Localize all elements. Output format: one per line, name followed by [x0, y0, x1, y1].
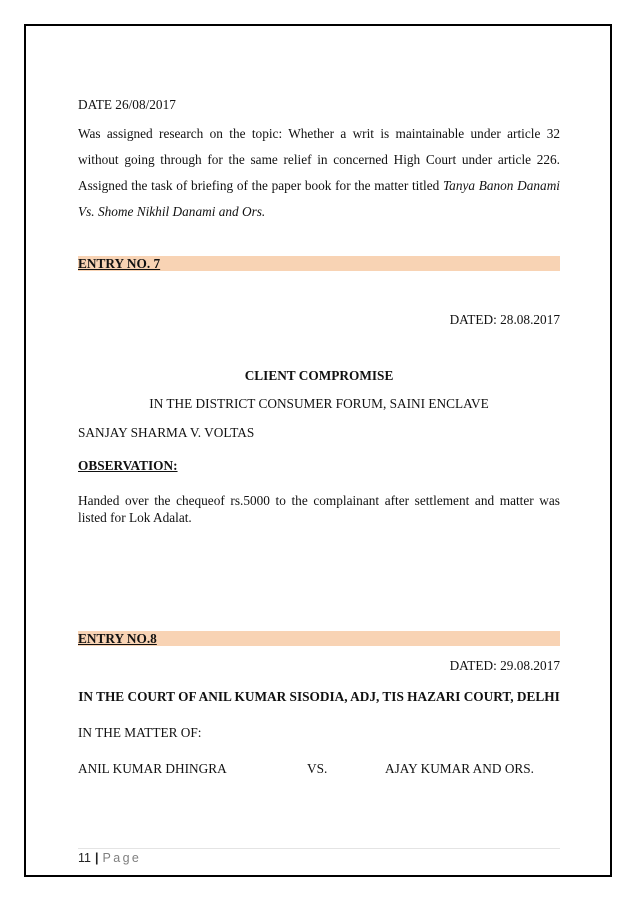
entry-body-text: Was assigned research on the topic: Whether a writ is maintainable under article 32 without going through for the same relief in concerned High Court under article 226. Assigned the task of briefing of the paper book for the matter titled	[78, 126, 560, 193]
page-footer	[78, 850, 141, 866]
versus: VS.	[307, 761, 328, 776]
entry-heading-band	[78, 631, 560, 646]
page-word: Page	[102, 851, 142, 865]
entry-title: CLIENT COMPROMISE	[244, 368, 394, 383]
forum-name: IN THE DISTRICT CONSUMER FORUM, SAINI ENCLAVE	[149, 396, 489, 411]
respondent: AJAY KUMAR AND ORS.	[385, 761, 535, 776]
footer-divider	[78, 848, 560, 849]
entry-date: DATE 26/08/2017	[78, 97, 176, 112]
observation-text: Handed over the chequeof rs.5000 to the complainant after settlement and matter was listed for Lok Adalat.	[78, 493, 560, 525]
case-title: Tanya Banon Danami Vs. Shome Nikhil Danami and Ors.	[78, 178, 560, 219]
entry-dated: DATED: 28.08.2017	[449, 312, 560, 327]
matter-label: IN THE MATTER OF:	[78, 725, 202, 740]
page-number: 11	[78, 851, 91, 865]
petitioner: ANIL KUMAR DHINGRA	[78, 761, 227, 776]
footer-separator: |	[94, 851, 99, 865]
entry-body	[78, 121, 560, 225]
entry-heading-band	[78, 256, 560, 271]
entry-heading: ENTRY NO.8	[78, 631, 157, 646]
court-name: IN THE COURT OF ANIL KUMAR SISODIA, ADJ, TIS HAZARI COURT, DELHI	[78, 689, 560, 704]
parties: SANJAY SHARMA V. VOLTAS	[78, 425, 255, 440]
observation-label: OBSERVATION:	[78, 458, 178, 473]
entry-dated: DATED: 29.08.2017	[449, 658, 560, 673]
entry-heading: ENTRY NO. 7	[78, 256, 161, 271]
